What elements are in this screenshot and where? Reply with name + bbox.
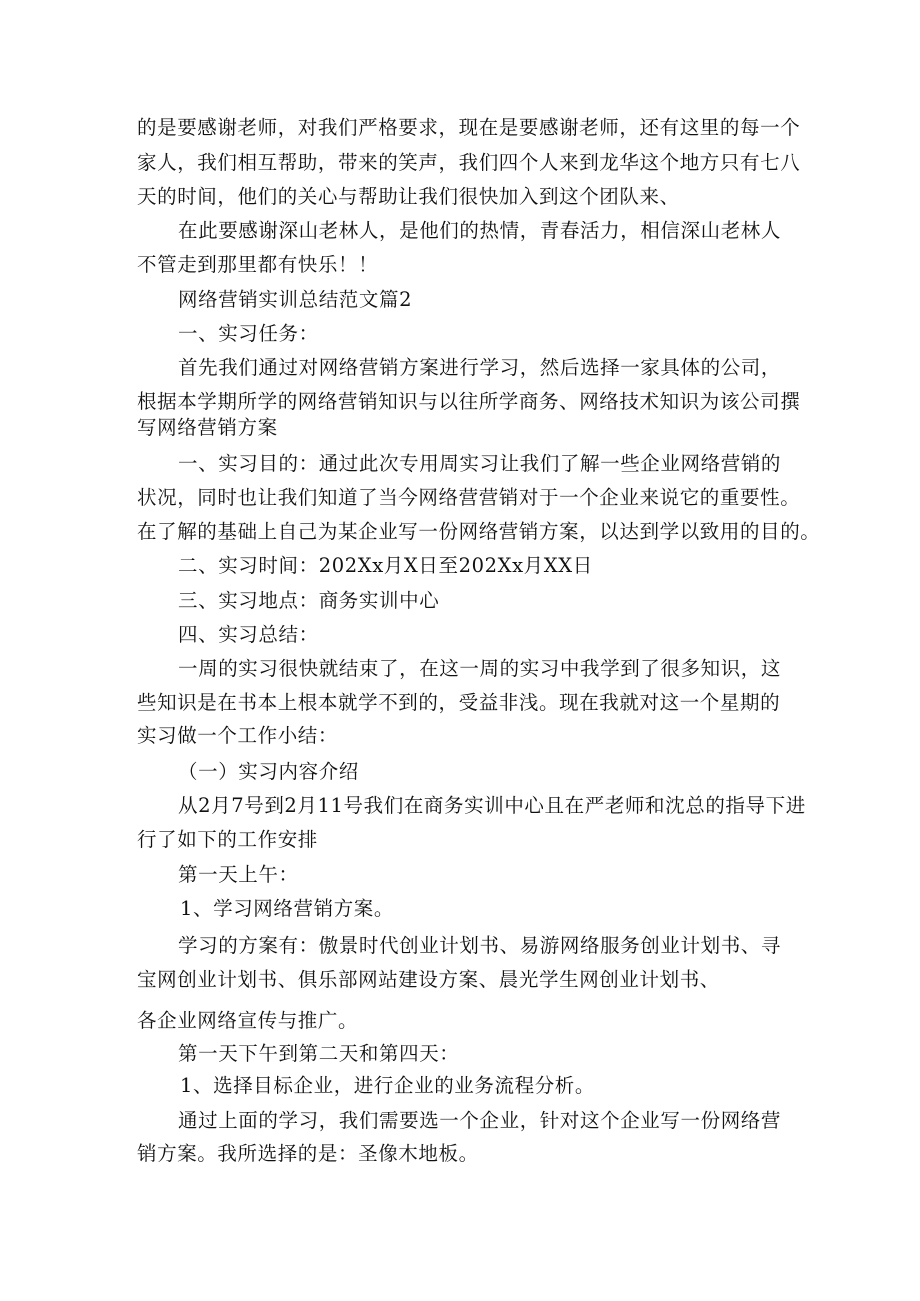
list-item: 1、学习网络营销方案。	[180, 897, 395, 920]
paragraph-line: 首先我们通过对网络营销方案进行学习，然后选择一家具体的公司，	[178, 356, 782, 379]
paragraph-line: 销方案。我所选择的是：圣像木地板。	[137, 1142, 479, 1165]
section-heading: （一）实习内容介绍	[178, 760, 359, 783]
paragraph-line: 通过上面的学习，我们需要选一个企业，针对这个企业写一份网络营	[178, 1109, 782, 1132]
paragraph-line: 根据本学期所学的网络营销知识与以往所学商务、网络技术知识为该公司撰	[137, 390, 801, 413]
section-heading: 第一天上午：	[178, 863, 299, 886]
section-heading: 三、实习地点：商务实训中心	[178, 589, 440, 612]
paragraph-line: 学习的方案有：傲景时代创业计划书、易游网络服务创业计划书、寻	[178, 934, 782, 957]
section-heading: 二、实习时间：202Xx月X日至202Xx月XX日	[178, 554, 593, 577]
paragraph-line: 的是要感谢老师，对我们严格要求，现在是要感谢老师，还有这里的每一个	[137, 116, 801, 139]
paragraph-line: 家人，我们相互帮助，带来的笑声，我们四个人来到龙华这个地方只有七八	[137, 151, 801, 174]
paragraph-line: 一周的实习很快就结束了，在这一周的实习中我学到了很多知识，这	[178, 657, 782, 680]
list-item: 1、选择目标企业，进行企业的业务流程分析。	[180, 1074, 596, 1097]
paragraph-line: 在此要感谢深山老林人，是他们的热情，青春活力，相信深山老林人	[178, 219, 782, 242]
section-heading: 四、实习总结：	[178, 623, 319, 646]
paragraph-line: 些知识是在书本上根本就学不到的，受益非浅。现在我就对这一个星期的	[137, 691, 781, 714]
paragraph-line: 不管走到那里都有快乐！！	[137, 253, 379, 276]
paragraph-line: 从2月7号到2月11号我们在商务实训中心且在严老师和沈总的指导下进	[178, 794, 806, 817]
paragraph-line: 一、实习目的：通过此次专用周实习让我们了解一些企业网络营销的	[178, 452, 782, 475]
section-heading: 第一天下午到第二天和第四天：	[178, 1042, 460, 1065]
paragraph-line: 状况，同时也让我们知道了当今网络营营销对于一个企业来说它的重要性。	[137, 486, 801, 509]
section-heading: 一、实习任务：	[178, 322, 319, 345]
paragraph-line: 天的时间，他们的关心与帮助让我们很快加入到这个团队来、	[137, 185, 680, 208]
paragraph-line: 各企业网络宣传与推广。	[137, 1009, 359, 1032]
paragraph-line: 宝网创业计划书、俱乐部网站建设方案、晨光学生网创业计划书、	[137, 968, 720, 991]
paragraph-line: 行了如下的工作安排	[137, 828, 318, 851]
paragraph-line: 在了解的基础上自己为某企业写一份网络营销方案，以达到学以致用的目的。	[137, 520, 821, 543]
paragraph-line: 写网络营销方案	[137, 416, 278, 439]
paragraph-line: 实习做一个工作小结：	[137, 724, 339, 747]
section-title: 网络营销实训总结范文篇2	[178, 288, 413, 311]
